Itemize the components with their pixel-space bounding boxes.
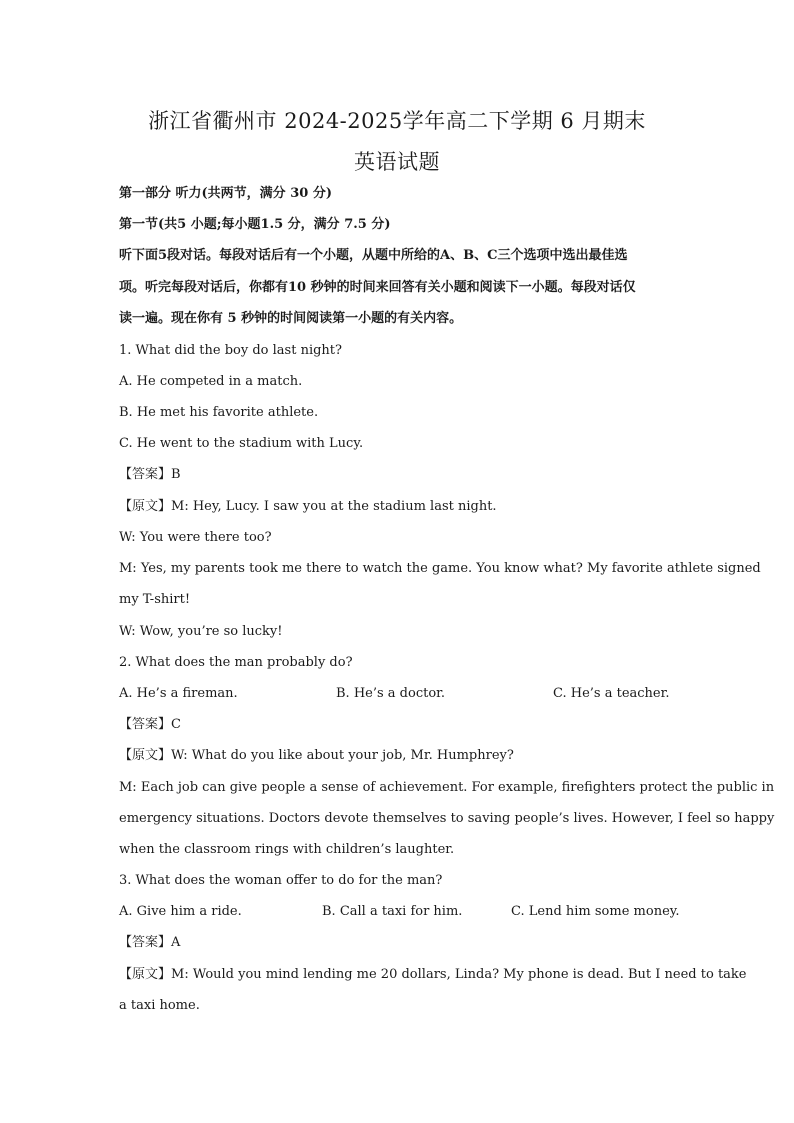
script-line: M: Each job can give people a sense of achievement. For example, firefighters protect the public in — [119, 780, 775, 795]
option-b: B. He’s a doctor. — [336, 686, 446, 701]
instruction-line: 项。听完每段对话后，你都有10 秒钟的时间来回答有关小题和阅读下一小题。每段对话仅 — [119, 280, 636, 295]
part-heading: 第一部分 听力(共两节，满分 30 分) — [119, 186, 332, 201]
script-label: 【原文】 — [119, 967, 172, 982]
script-text: M: Hey, Lucy. I saw you at the stadium last night. — [171, 499, 497, 514]
section-heading: 第一节(共5 小题;每小题1.5 分，满分 7.5 分) — [119, 217, 391, 232]
script-line: W: You were there too? — [119, 530, 272, 545]
answer-value: B — [171, 467, 181, 482]
option-a: A. Give him a ride. — [119, 904, 242, 919]
script-line: M: Yes, my parents took me there to watch the game. You know what? My favorite athlete signed — [119, 561, 761, 576]
script-label: 【原文】 — [119, 499, 172, 514]
option-b: B. Call a taxi for him. — [322, 904, 463, 919]
answer-value: C — [171, 717, 181, 732]
option-c: C. He went to the stadium with Lucy. — [119, 436, 364, 451]
script-line: W: Wow, you’re so lucky! — [119, 624, 283, 639]
answer-label: 【答案】 — [119, 935, 172, 950]
answer-line — [119, 717, 181, 733]
script-line: emergency situations. Doctors devote themselves to saving people’s lives. However, I feel so happy — [119, 811, 775, 826]
answer-line — [119, 935, 180, 951]
document-title: 浙江省衢州市 2024-2025学年高二下学期 6 月期末 — [148, 109, 646, 133]
option-c: C. He’s a teacher. — [553, 686, 670, 701]
instruction-line: 听下面5段对话。每段对话后有一个小题，从题中所给的A、B、C三个选项中选出最佳选 — [119, 248, 628, 263]
script-line: a taxi home. — [119, 998, 200, 1013]
answer-label: 【答案】 — [119, 467, 172, 482]
script-line: when the classroom rings with children’s laughter. — [119, 842, 455, 857]
answer-label: 【答案】 — [119, 717, 172, 732]
instruction-line: 读一遍。现在你有 5 秒钟的时间阅读第一小题的有关内容。 — [119, 311, 463, 326]
option-a: A. He competed in a match. — [119, 374, 303, 389]
script-line: my T-shirt! — [119, 592, 191, 607]
option-b: B. He met his favorite athlete. — [119, 405, 319, 420]
question-stem: 2. What does the man probably do? — [119, 655, 353, 670]
script-label: 【原文】 — [119, 748, 172, 763]
script-line — [119, 967, 747, 983]
document-subtitle: 英语试题 — [354, 150, 440, 174]
option-c: C. Lend him some money. — [511, 904, 680, 919]
answer-line — [119, 467, 181, 483]
script-text: M: Would you mind lending me 20 dollars, Linda? My phone is dead. But I need to take — [171, 967, 747, 982]
script-line — [119, 499, 497, 515]
answer-value: A — [171, 935, 181, 950]
script-text: W: What do you like about your job, Mr. Humphrey? — [171, 748, 514, 763]
question-stem: 1. What did the boy do last night? — [119, 343, 342, 358]
question-stem: 3. What does the woman offer to do for the man? — [119, 873, 443, 888]
script-line — [119, 748, 514, 764]
option-a: A. He’s a fireman. — [119, 686, 238, 701]
